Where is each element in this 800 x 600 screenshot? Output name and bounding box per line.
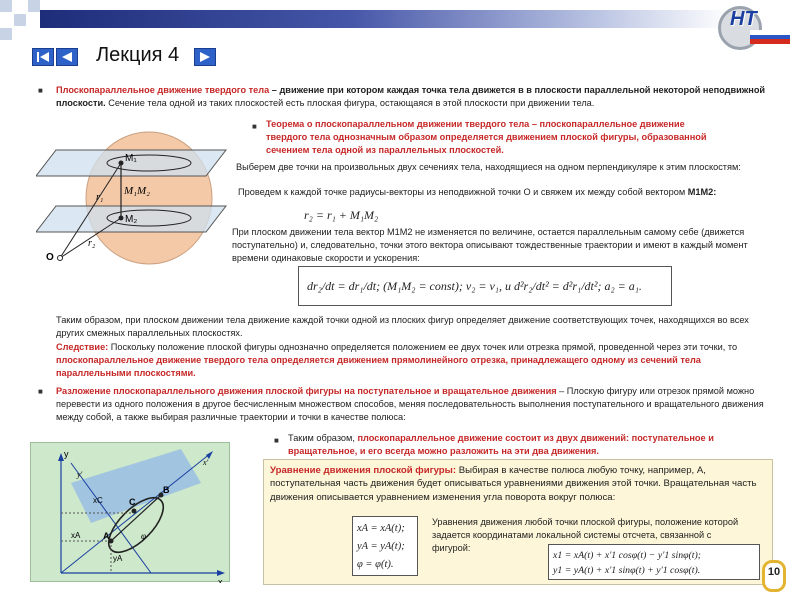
decomposition-paragraph: Разложение плоскопараллельного движения плоской фигуры на поступательное и вращательное движения – Плоскую фигуру или отрезок прямой можно перевести из одного положения в другое бесчисленным множеством способов, меняя последовательность выполнения поступательного и вращательного движения между собой, а также выбирая различные траектории и точки в качестве полюса: xyxy=(56,386,764,422)
b-label: B xyxy=(163,485,170,495)
previous-icon xyxy=(60,51,74,63)
label-m2: M₂ xyxy=(125,214,138,225)
next-page-button[interactable] xyxy=(194,48,216,66)
logo: НТ xyxy=(714,2,794,50)
motion-text: При плоском движении тела вектор M1M2 не изменяется по величине, остается параллельным самому себе (движется поступательно) и, следовательно, точки этого вектора описывают тождественные траектории и имеют в каждый момент времени одинаковые скорости и ускорения: xyxy=(232,227,748,263)
any-point-text: Уравнения движения любой точки плоской фигуры, положение которой задается координатами локальной системы отсчета, связанной с фигурой: xyxy=(432,517,739,553)
x-axis-label: x xyxy=(218,577,223,583)
first-page-icon xyxy=(36,51,50,63)
label-origin: O xyxy=(46,252,54,263)
equation-intro: Уравнение движения плоской фигуры: Выбирая в качестве полюса любую точку, например, A, поступательная часть движения будет описываться уравнениями движения этой точки. Вращательная часть движения описывается уравнением изменения угла поворота вокруг полюса: xyxy=(270,465,757,503)
theorem-text: Теорема о плоскопараллельном движении твердого тела – плоскопараллельное движение твердого тела однозначным образом определяется движением плоской фигуры, образованной сечением тела одной из параллельных плоскостей. xyxy=(266,119,707,155)
lecture-title: Лекция 4 xyxy=(96,44,180,66)
bullet: ■ xyxy=(252,122,257,131)
label-r1: r₁ xyxy=(96,192,104,203)
phi-label: φ xyxy=(141,531,146,541)
definition-paragraph: Плоскопараллельное движение твердого тела – движение при котором каждая точка тела движется в в плоскости параллельной некоторой неподвижной плоскости. Сечение тела одной из таких плоскостей есть плоская фигура, остающаяся в этой плоскости при движении тела. xyxy=(56,85,766,108)
c-label: C xyxy=(129,497,136,507)
term-plane-parallel: Плоскопараллельное движение твердого тела xyxy=(56,85,270,95)
page-number: 10 xyxy=(762,560,786,592)
plane-motion-graph xyxy=(30,442,230,582)
bullet: ■ xyxy=(38,86,43,95)
ya-label: yA xyxy=(113,554,123,563)
vector-formula: r₂ = r₁ + M₁M₂ xyxy=(300,206,390,226)
choose-points-text: Выберем две точки на произвольных двух сечениях тела, находящиеся на одном перпендикуляре к этим плоскостям: xyxy=(236,162,741,172)
summary-text: Таким образом, плоскопараллельное движение состоит из двух движений: поступательное и вращательное, и его всегда можно разложить на эти два движения. xyxy=(288,433,714,456)
x-prime-label: x' xyxy=(203,458,209,467)
bullet: ■ xyxy=(38,387,43,396)
label-r2: r₂ xyxy=(88,238,96,249)
a-label: A xyxy=(103,531,110,541)
xa-label: xA xyxy=(71,531,81,540)
first-page-button[interactable] xyxy=(32,48,54,66)
conclusion-text: Таким образом, при плоском движении тела движение каждой точки одной из плоских фигур определяет движение соответствующих точек, находящихся во всех других смежных параллельных плоскостях. xyxy=(56,315,749,338)
y-axis-label: y xyxy=(64,449,69,459)
next-icon xyxy=(198,51,212,63)
label-m1: M₁ xyxy=(125,153,137,164)
plane-motion-diagram xyxy=(31,443,231,583)
label-m1m2: M₁M₂ xyxy=(124,185,150,197)
header-bar xyxy=(40,10,730,28)
equations-panel xyxy=(263,459,773,585)
velocity-formula: dr₂/dt = dr₁/dt; (M₁M₂ = const); v₂ = v₁, и d²r₂/dt² = d²r₁/dt²; a₂ = a₁. xyxy=(298,266,672,306)
y-prime-label: y' xyxy=(77,470,83,479)
previous-page-button[interactable] xyxy=(56,48,78,66)
point-equations: x1 = xA(t) + x'1 cosφ(t) − y'1 sinφ(t); y1 = yA(t) + x'1 sinφ(t) + y'1 cosφ(t). xyxy=(548,544,760,580)
xc-label: xC xyxy=(93,496,103,505)
radius-vectors-text: Проведем к каждой точке радиусы-векторы из неподвижной точки О и свяжем их между собой вектором M1M2: xyxy=(238,187,717,197)
corollary-paragraph: Следствие: Поскольку положение плоской фигуры однозначно определяется положением ее двух точек или отрезка прямой, проведенной через эти точки, то плоскопараллельное движение твердого тела определяется движением прямолинейного отрезка, принадлежащего одному из сечений тела параллельными плоскостями. xyxy=(56,342,738,378)
bullet: ■ xyxy=(274,436,279,445)
body-section-figure xyxy=(36,128,236,268)
pole-equations: xA = xA(t); yA = yA(t); φ = φ(t). xyxy=(352,516,418,576)
